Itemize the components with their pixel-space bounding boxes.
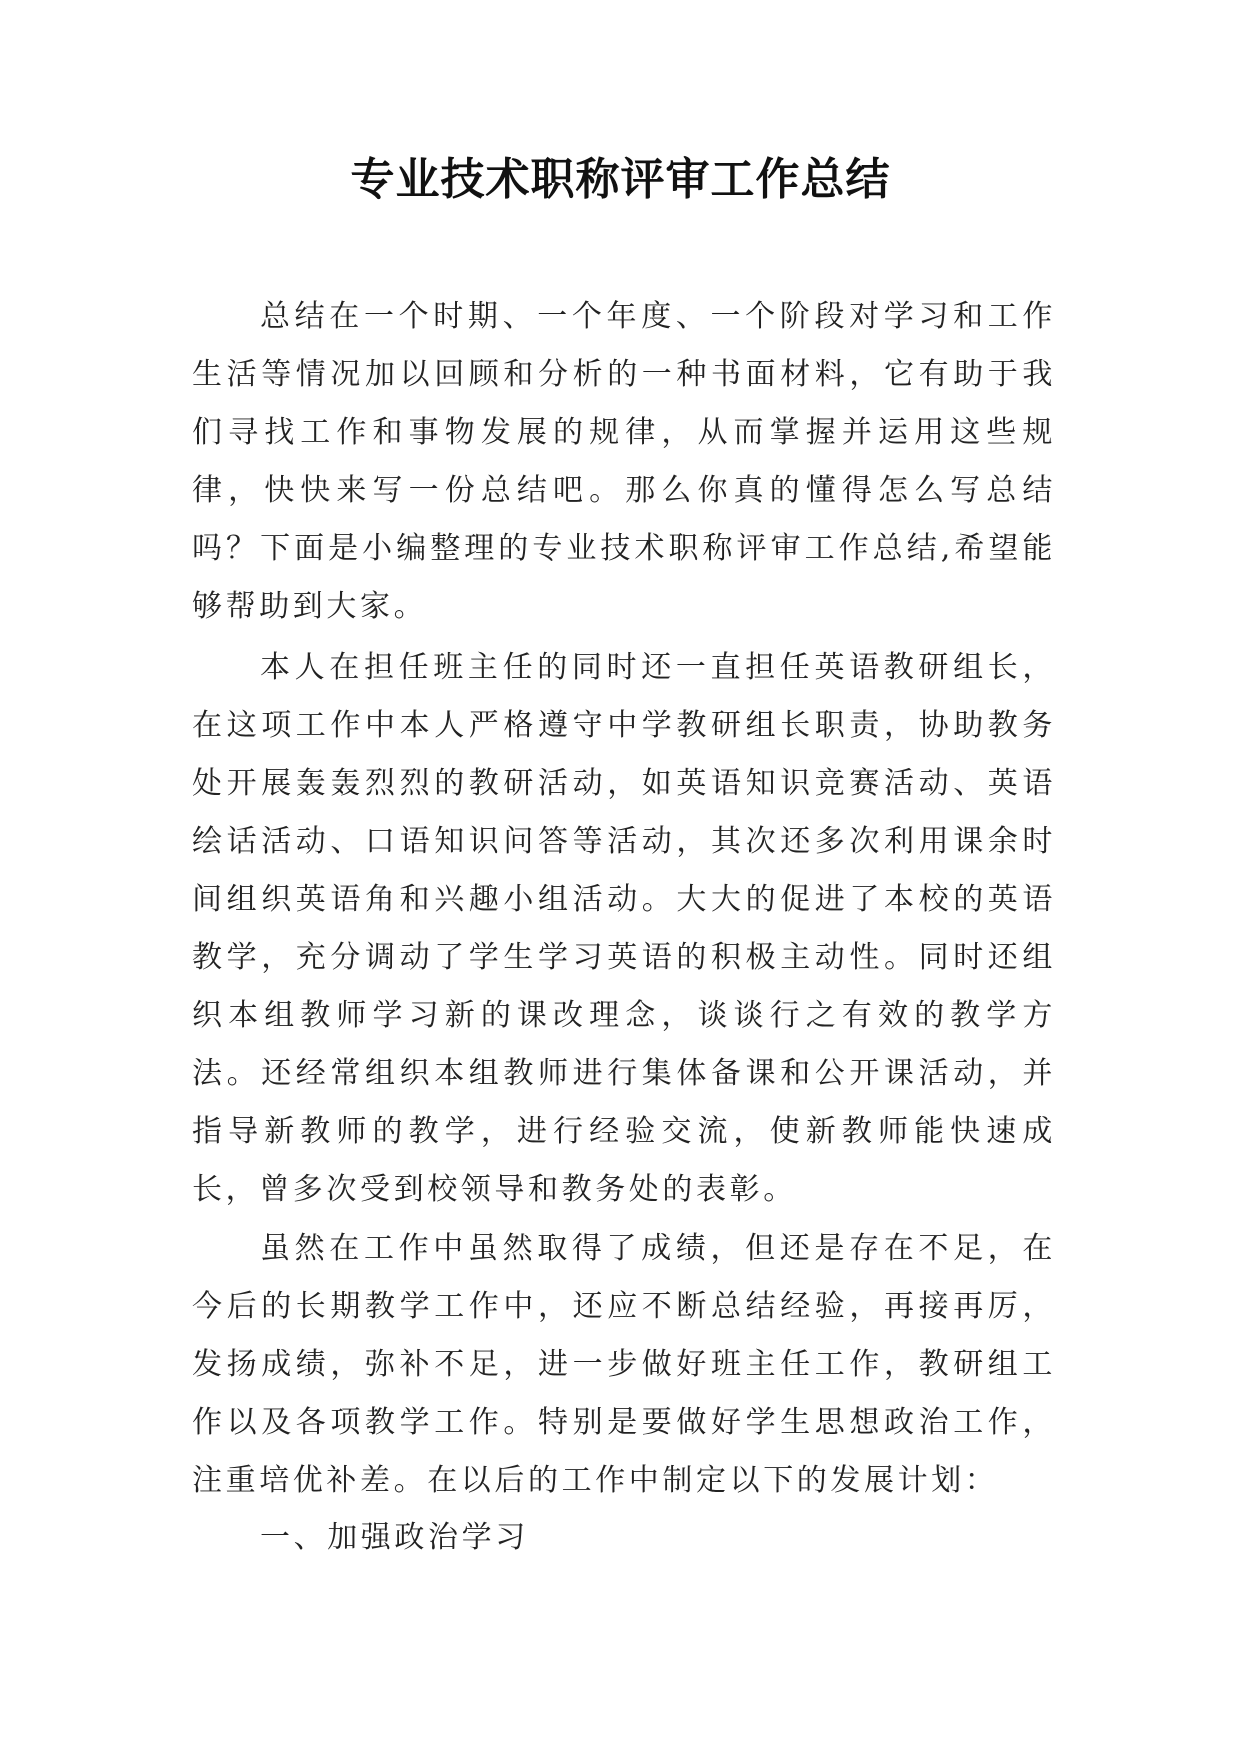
document-title: 专业技术职称评审工作总结 — [350, 154, 891, 205]
paragraph-work: 本人在担任班主任的同时还一直担任英语教研组长，在这项工作中本人严格遵守中学教研组长职责，协助教务处开展轰轰烈烈的教研活动，如英语知识竞赛活动、英语绘话活动、口语知识问答等活动，其次还多次利用课余时间组织英语角和兴趣小组活动。大大的促进了本校的英语教学，充分调动了学生学习英语的积极主动性。同时还组织本组教师学习新的课改理念，谈谈行之有效的教学方法。还经常组织本组教师进行集体备课和公开课活动，并指导新教师的教学，进行经验交流，使新教师能快速成长，曾多次受到校领导和教务处的表彰。 — [192, 650, 1056, 1207]
paragraph-shortcomings: 虽然在工作中虽然取得了成绩，但还是存在不足，在今后的长期教学工作中，还应不断总结经验，再接再厉，发扬成绩，弥补不足，进一步做好班主任工作，教研组工作以及各项教学工作。特别是要做好学生思想政治工作，注重培优补差。在以后的工作中制定以下的发展计划： — [192, 1231, 1056, 1498]
section-heading-1: 一、加强政治学习 — [260, 1520, 529, 1555]
paragraph-intro: 总结在一个时期、一个年度、一个阶段对学习和工作生活等情况加以回顾和分析的一种书面材料，它有助于我们寻找工作和事物发展的规律，从而掌握并运用这些规律，快快来写一份总结吧。那么你真的懂得怎么写总结吗？下面是小编整理的专业技术职称评审工作总结,希望能够帮助到大家。 — [192, 299, 1056, 624]
